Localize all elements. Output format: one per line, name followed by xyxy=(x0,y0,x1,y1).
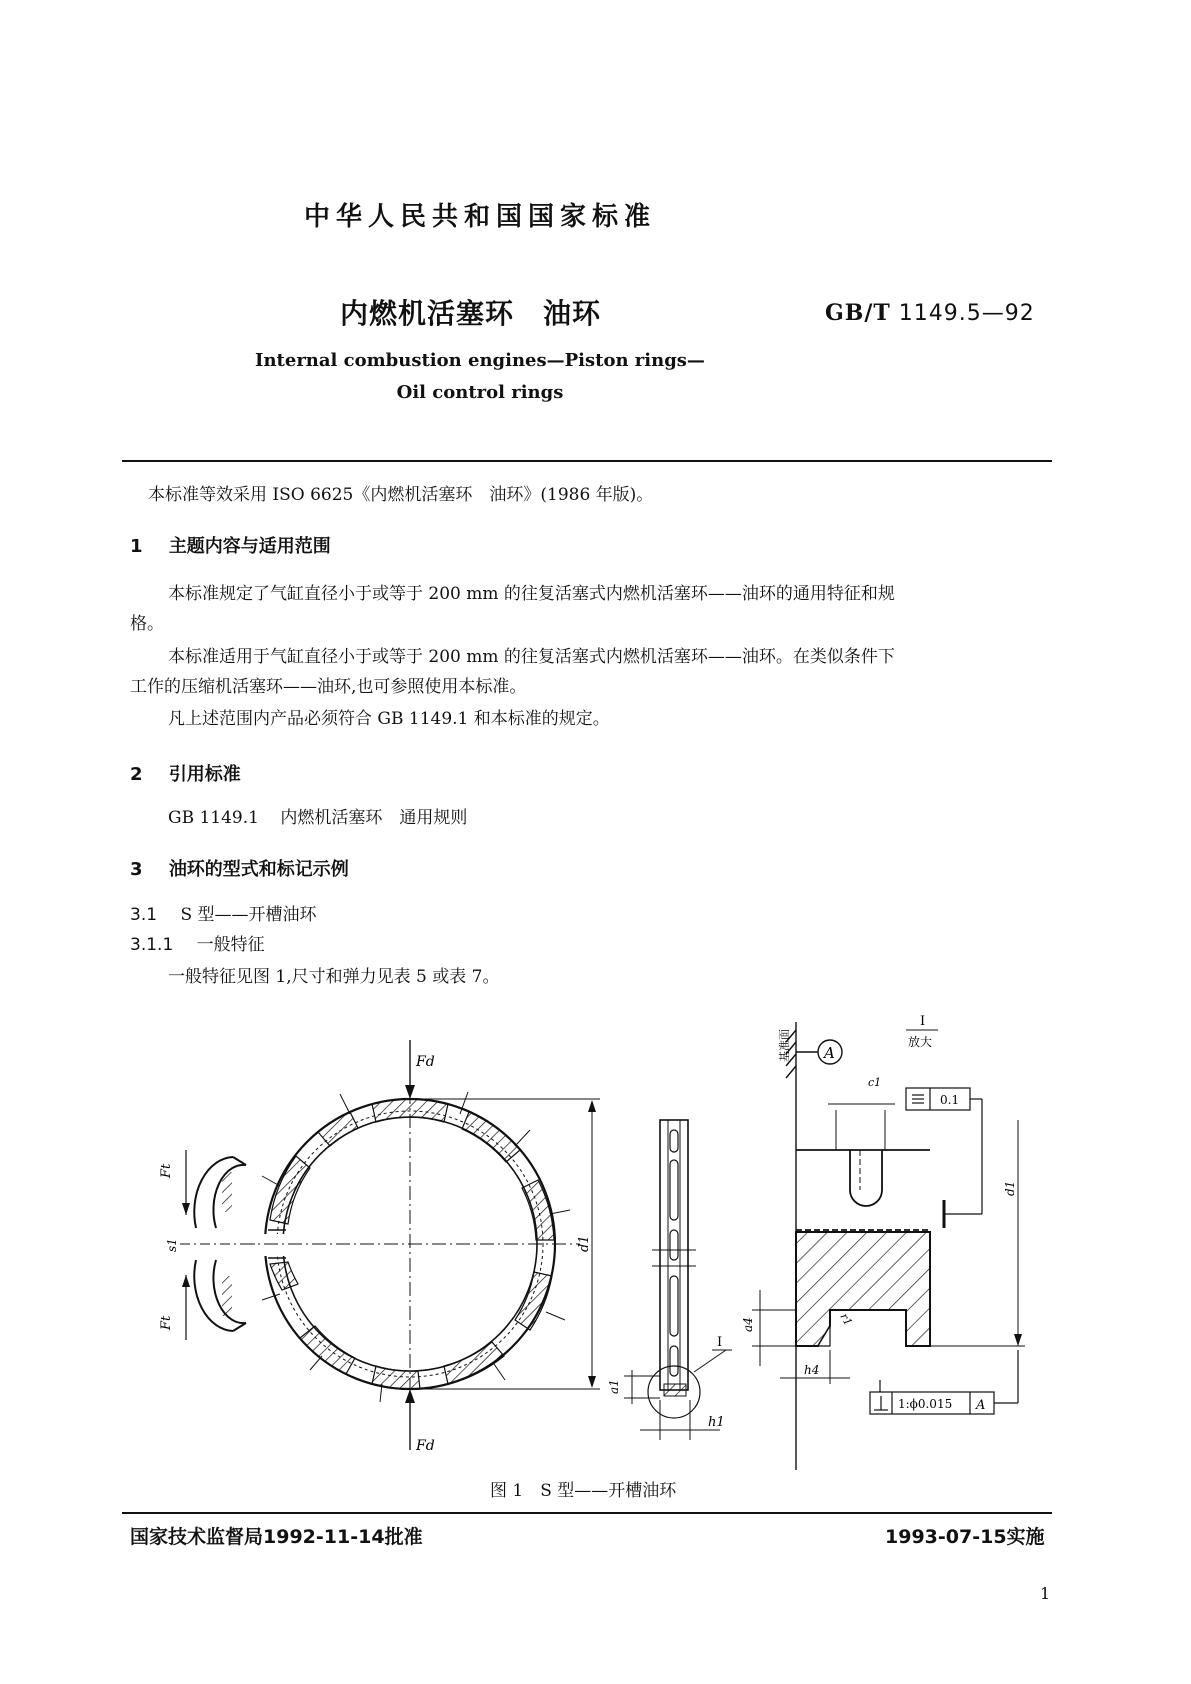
section-hatched-body xyxy=(796,1232,930,1346)
label-detail-mark: I xyxy=(717,1335,723,1350)
figure-caption: 图 1 S 型——开槽油环 xyxy=(490,1481,677,1501)
page-number: 1 xyxy=(1040,1584,1051,1603)
label-h1: h1 xyxy=(708,1415,725,1430)
ring-front-view xyxy=(240,1090,580,1400)
ring-radial-ticks xyxy=(262,1092,570,1402)
reference-code: GB 1149.1 xyxy=(168,808,259,828)
label-a4: a4 xyxy=(741,1317,755,1332)
label-flatness-value: 0.1 xyxy=(940,1093,960,1107)
standard-title-en-line2: Oil control rings xyxy=(396,382,564,403)
reference-title: 内燃机活塞环 通用规则 xyxy=(280,808,468,828)
section-1-p3: 凡上述范围内产品必须符合 GB 1149.1 和本标准的规定。 xyxy=(168,709,610,729)
section-1-p1-line1: 本标准规定了气缸直径小于或等于 200 mm 的往复活塞式内燃机活塞环——油环的通用特征和规 xyxy=(168,584,895,604)
footer-divider xyxy=(122,1512,1052,1514)
label-fd-top: Fd xyxy=(416,1054,435,1070)
national-standard-title: 中华人民共和国国家标准 xyxy=(303,202,656,232)
label-fd-bottom: Fd xyxy=(416,1438,435,1454)
section-3-1-1-number: 3.1.1 xyxy=(130,935,174,955)
approval-suffix: 批准 xyxy=(384,1526,423,1548)
label-c1: c1 xyxy=(868,1076,882,1089)
d1-detail-dimension xyxy=(930,1120,1025,1346)
effective-suffix: 实施 xyxy=(1006,1526,1045,1548)
standard-code-number: 1149.5—92 xyxy=(898,301,1035,326)
section-1-p1-line2: 格。 xyxy=(130,614,164,634)
standard-title-cn: 内燃机活塞环 油环 xyxy=(340,297,602,330)
approval-line xyxy=(130,1522,423,1549)
label-detail-mark-top: I xyxy=(920,1014,926,1029)
label-ft-top: Ft xyxy=(159,1163,174,1178)
label-enlarged: 放大 xyxy=(908,1035,933,1049)
gap-detail-view xyxy=(180,1150,260,1340)
section-1-title: 主题内容与适用范围 xyxy=(168,536,331,557)
intro-paragraph: 本标准等效采用 ISO 6625《内燃机活塞环 油环》(1986 年版)。 xyxy=(148,485,654,505)
label-d1-detail: d1 xyxy=(1003,1180,1017,1196)
section-outline xyxy=(796,1104,930,1230)
effective-line xyxy=(885,1522,1045,1549)
section-1-number: 1 xyxy=(130,536,143,557)
section-3-title: 油环的型式和标记示例 xyxy=(168,859,349,880)
flatness-callout xyxy=(906,1088,982,1228)
approval-date: 1992-11-14 xyxy=(263,1526,385,1548)
approval-authority: 国家技术监督局 xyxy=(130,1526,264,1548)
label-h4: h4 xyxy=(804,1363,820,1377)
section-2-number: 2 xyxy=(130,764,143,785)
standard-code-prefix: GB/T xyxy=(825,300,891,326)
label-perp-tolerance: 1:ϕ0.015 xyxy=(898,1397,953,1411)
label-datum-a-circle: A xyxy=(824,1044,835,1062)
section-3-1-number: 3.1 xyxy=(130,905,158,925)
label-d1: d1 xyxy=(577,1235,592,1252)
label-ft-bottom: Ft xyxy=(159,1315,174,1330)
section-2-title: 引用标准 xyxy=(168,764,241,785)
section-3-1-1-text: 一般特征见图 1,尺寸和弹力见表 5 或表 7。 xyxy=(168,967,500,987)
label-datum-surface: 基准面 xyxy=(778,1029,791,1062)
section-3-1-title: S 型——开槽油环 xyxy=(180,905,317,925)
effective-date: 1993-07-15 xyxy=(885,1526,1007,1548)
label-r1: r1 xyxy=(837,1311,855,1329)
standard-title-en-line1: Internal combustion engines—Piston rings— xyxy=(255,350,705,371)
ring-side-view xyxy=(648,1120,700,1418)
section-1-p2-line1: 本标准适用于气缸直径小于或等于 200 mm 的往复活塞式内燃机活塞环——油环。在类似条件下 xyxy=(168,647,895,667)
label-a1: a1 xyxy=(607,1379,621,1394)
section-1-p2-line2: 工作的压缩机活塞环——油环,也可参照使用本标准。 xyxy=(130,677,527,697)
label-gap-s1: s1 xyxy=(165,1238,179,1252)
label-perp-datum: A xyxy=(976,1398,986,1413)
section-3-number: 3 xyxy=(130,859,143,880)
section-3-1-1-title: 一般特征 xyxy=(196,935,265,955)
